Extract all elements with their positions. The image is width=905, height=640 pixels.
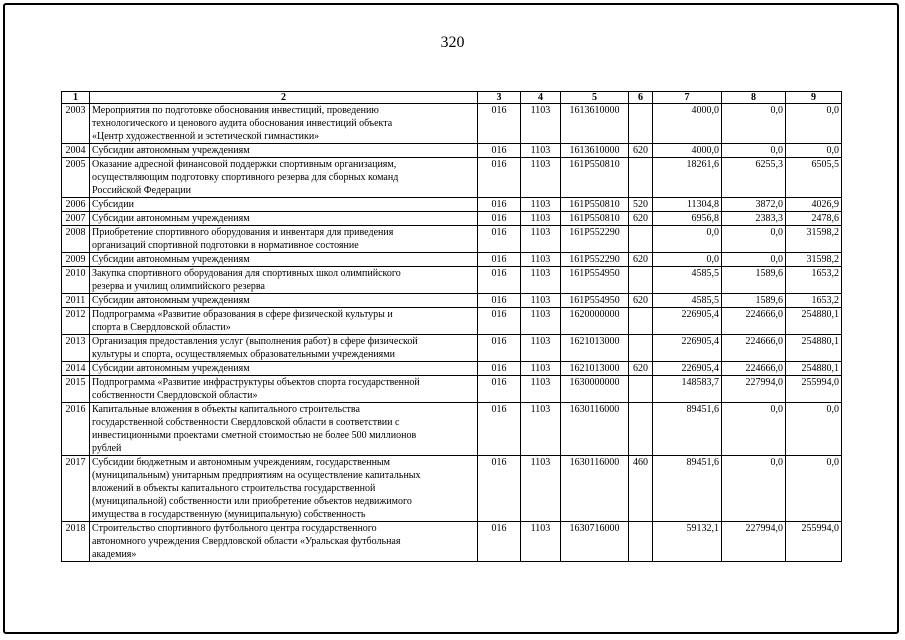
section-code: 1103 (521, 403, 561, 456)
target-article-code: 161P552290 (561, 253, 629, 267)
amount-col-7: 226905,4 (653, 362, 722, 376)
ministry-code: 016 (478, 198, 521, 212)
row-number: 2017 (62, 456, 90, 522)
amount-col-9: 31598,2 (786, 226, 842, 253)
expense-type-code (629, 376, 653, 403)
description-line: Закупка спортивного оборудования для спортивных школ олимпийского (92, 268, 401, 279)
column-header: 7 (653, 92, 722, 104)
expense-type-code: 620 (629, 294, 653, 308)
amount-col-8: 0,0 (722, 104, 786, 144)
description-line: Субсидии автономным учреждениям (92, 254, 250, 265)
amount-col-9: 255994,0 (786, 522, 842, 562)
amount-col-8: 0,0 (722, 456, 786, 522)
amount-col-8: 6255,3 (722, 158, 786, 198)
description-line: (муниципальной) собственности или приобретение объектов недвижимого (92, 496, 412, 507)
row-number: 2007 (62, 212, 90, 226)
description-line: Субсидии автономным учреждениям (92, 363, 250, 374)
expense-type-code: 520 (629, 198, 653, 212)
amount-col-7: 0,0 (653, 253, 722, 267)
expense-type-code (629, 267, 653, 294)
ministry-code: 016 (478, 308, 521, 335)
amount-col-9: 6505,5 (786, 158, 842, 198)
expense-type-code: 620 (629, 144, 653, 158)
amount-col-8: 3872,0 (722, 198, 786, 212)
table-row (62, 198, 842, 212)
row-number: 2003 (62, 104, 90, 144)
amount-col-9: 0,0 (786, 403, 842, 456)
target-article-code: 1630116000 (561, 403, 629, 456)
amount-col-7: 226905,4 (653, 308, 722, 335)
table-row (62, 376, 842, 403)
row-number: 2018 (62, 522, 90, 562)
target-article-code: 1621013000 (561, 335, 629, 362)
amount-col-9: 0,0 (786, 456, 842, 522)
amount-col-7: 59132,1 (653, 522, 722, 562)
row-description (90, 144, 478, 158)
amount-col-9: 0,0 (786, 144, 842, 158)
amount-col-8: 224666,0 (722, 362, 786, 376)
column-header: 4 (521, 92, 561, 104)
row-description (90, 522, 478, 562)
expense-type-code (629, 403, 653, 456)
row-number: 2013 (62, 335, 90, 362)
row-number: 2008 (62, 226, 90, 253)
table-row (62, 253, 842, 267)
amount-col-7: 4585,5 (653, 294, 722, 308)
table-row (62, 226, 842, 253)
section-code: 1103 (521, 308, 561, 335)
expense-type-code (629, 226, 653, 253)
description-line: академия» (92, 549, 137, 560)
amount-col-7: 18261,6 (653, 158, 722, 198)
amount-col-8: 224666,0 (722, 308, 786, 335)
row-number: 2005 (62, 158, 90, 198)
ministry-code: 016 (478, 522, 521, 562)
row-description (90, 158, 478, 198)
amount-col-9: 2478,6 (786, 212, 842, 226)
amount-col-7: 4000,0 (653, 104, 722, 144)
expense-type-code (629, 158, 653, 198)
section-code: 1103 (521, 212, 561, 226)
row-description (90, 376, 478, 403)
amount-col-7: 89451,6 (653, 403, 722, 456)
description-line: Капитальные вложения в объекты капитального строительства (92, 404, 360, 415)
ministry-code: 016 (478, 158, 521, 198)
ministry-code: 016 (478, 294, 521, 308)
description-line: Организация предоставления услуг (выполнения работ) в сфере физической (92, 336, 418, 347)
expense-type-code: 460 (629, 456, 653, 522)
target-article-code: 161P550810 (561, 212, 629, 226)
description-line: (муниципальным) унитарным предприятиям на осуществление капитальных (92, 470, 421, 481)
section-code: 1103 (521, 335, 561, 362)
ministry-code: 016 (478, 212, 521, 226)
target-article-code: 161P554950 (561, 294, 629, 308)
section-code: 1103 (521, 253, 561, 267)
expense-type-code (629, 308, 653, 335)
amount-col-7: 4000,0 (653, 144, 722, 158)
table-row (62, 456, 842, 522)
amount-col-8: 0,0 (722, 253, 786, 267)
description-line: Субсидии (92, 199, 134, 210)
expense-type-code (629, 522, 653, 562)
amount-col-8: 227994,0 (722, 376, 786, 403)
column-header: 1 (62, 92, 90, 104)
description-line: организаций спортивной подготовки в нормативное состояние (92, 240, 359, 251)
description-line: спорта в Свердловской области» (92, 322, 231, 333)
target-article-code: 1613610000 (561, 144, 629, 158)
ministry-code: 016 (478, 376, 521, 403)
amount-col-9: 255994,0 (786, 376, 842, 403)
row-description (90, 456, 478, 522)
amount-col-9: 0,0 (786, 104, 842, 144)
row-number: 2011 (62, 294, 90, 308)
description-line: Оказание адресной финансовой поддержки спортивным организациям, (92, 159, 397, 170)
amount-col-7: 0,0 (653, 226, 722, 253)
row-number: 2004 (62, 144, 90, 158)
row-number: 2006 (62, 198, 90, 212)
amount-col-7: 148583,7 (653, 376, 722, 403)
amount-col-9: 254880,1 (786, 362, 842, 376)
description-line: «Центр художественной и эстетической гимнастики» (92, 131, 320, 142)
description-line: Субсидии автономным учреждениям (92, 295, 250, 306)
page-number: 320 (440, 34, 465, 51)
ministry-code: 016 (478, 362, 521, 376)
description-line: государственной собственности Свердловской области в соответствии с (92, 417, 400, 428)
description-line: Подпрограмма «Развитие инфраструктуры объектов спорта государственной (92, 377, 420, 388)
section-code: 1103 (521, 376, 561, 403)
description-line: имущества в государственную (муниципальную) собственность (92, 509, 366, 520)
description-line: Подпрограмма «Развитие образования в сфере физической культуры и (92, 309, 393, 320)
amount-col-9: 1653,2 (786, 294, 842, 308)
section-code: 1103 (521, 267, 561, 294)
amount-col-8: 227994,0 (722, 522, 786, 562)
row-description (90, 403, 478, 456)
section-code: 1103 (521, 522, 561, 562)
amount-col-7: 6956,8 (653, 212, 722, 226)
amount-col-7: 11304,8 (653, 198, 722, 212)
description-line: рублей (92, 443, 122, 454)
row-description (90, 362, 478, 376)
amount-col-8: 2383,3 (722, 212, 786, 226)
ministry-code: 016 (478, 403, 521, 456)
table-row (62, 335, 842, 362)
target-article-code: 1613610000 (561, 104, 629, 144)
table-row (62, 212, 842, 226)
ministry-code: 016 (478, 226, 521, 253)
column-header: 6 (629, 92, 653, 104)
target-article-code: 161P554950 (561, 267, 629, 294)
target-article-code: 1630716000 (561, 522, 629, 562)
description-line: вложений в объекты капитального строительства государственной (92, 483, 376, 494)
column-header: 8 (722, 92, 786, 104)
description-line: резерва и училищ олимпийского резерва (92, 281, 265, 292)
amount-col-8: 0,0 (722, 403, 786, 456)
table-row (62, 144, 842, 158)
description-line: инвестиционными проектами сметной стоимостью не более 500 миллионов (92, 430, 417, 441)
expense-type-code: 620 (629, 362, 653, 376)
target-article-code: 1621013000 (561, 362, 629, 376)
column-header: 5 (561, 92, 629, 104)
target-article-code: 161P552290 (561, 226, 629, 253)
description-line: собственности Свердловской области» (92, 390, 258, 401)
target-article-code: 1630000000 (561, 376, 629, 403)
table-row (62, 104, 842, 144)
ministry-code: 016 (478, 253, 521, 267)
table-row (62, 158, 842, 198)
ministry-code: 016 (478, 104, 521, 144)
ministry-code: 016 (478, 335, 521, 362)
target-article-code: 1620000000 (561, 308, 629, 335)
table-row (62, 267, 842, 294)
row-description (90, 308, 478, 335)
section-code: 1103 (521, 226, 561, 253)
row-number: 2012 (62, 308, 90, 335)
row-description (90, 198, 478, 212)
amount-col-9: 1653,2 (786, 267, 842, 294)
description-line: Приобретение спортивного оборудования и инвентаря для приведения (92, 227, 394, 238)
section-code: 1103 (521, 144, 561, 158)
section-code: 1103 (521, 158, 561, 198)
target-article-code: 161P550810 (561, 158, 629, 198)
row-description (90, 104, 478, 144)
amount-col-8: 1589,6 (722, 267, 786, 294)
amount-col-9: 4026,9 (786, 198, 842, 212)
row-number: 2009 (62, 253, 90, 267)
amount-col-7: 4585,5 (653, 267, 722, 294)
section-code: 1103 (521, 104, 561, 144)
budget-table (61, 91, 842, 562)
expense-type-code (629, 335, 653, 362)
row-number: 2014 (62, 362, 90, 376)
ministry-code: 016 (478, 456, 521, 522)
section-code: 1103 (521, 362, 561, 376)
description-line: Субсидии бюджетным и автономным учреждениям, государственным (92, 457, 390, 468)
amount-col-8: 224666,0 (722, 335, 786, 362)
row-description (90, 335, 478, 362)
amount-col-8: 1589,6 (722, 294, 786, 308)
description-line: автономного учреждения Свердловской области «Уральская футбольная (92, 536, 401, 547)
description-line: осуществляющим подготовку спортивного резерва для сборных команд (92, 172, 399, 183)
row-description (90, 226, 478, 253)
description-line: Строительство спортивного футбольного центра государственного (92, 523, 377, 534)
target-article-code: 1630116000 (561, 456, 629, 522)
description-line: культуры и спорта, осуществляемых образовательными учреждениями (92, 349, 395, 360)
section-code: 1103 (521, 456, 561, 522)
description-line: Российской Федерации (92, 185, 192, 196)
ministry-code: 016 (478, 267, 521, 294)
section-code: 1103 (521, 294, 561, 308)
expense-type-code: 620 (629, 212, 653, 226)
ministry-code: 016 (478, 144, 521, 158)
column-header: 3 (478, 92, 521, 104)
row-description (90, 294, 478, 308)
description-line: Мероприятия по подготовке обоснования инвестиций, проведению (92, 105, 379, 116)
expense-type-code: 620 (629, 253, 653, 267)
expense-type-code (629, 104, 653, 144)
row-number: 2010 (62, 267, 90, 294)
amount-col-9: 31598,2 (786, 253, 842, 267)
amount-col-8: 0,0 (722, 144, 786, 158)
table-row (62, 403, 842, 456)
target-article-code: 161P550810 (561, 198, 629, 212)
table-row (62, 308, 842, 335)
row-description (90, 212, 478, 226)
amount-col-9: 254880,1 (786, 308, 842, 335)
amount-col-7: 226905,4 (653, 335, 722, 362)
description-line: Субсидии автономным учреждениям (92, 213, 250, 224)
section-code: 1103 (521, 198, 561, 212)
table-row (62, 362, 842, 376)
row-number: 2016 (62, 403, 90, 456)
amount-col-8: 0,0 (722, 226, 786, 253)
table-row (62, 522, 842, 562)
column-header: 9 (786, 92, 842, 104)
row-number: 2015 (62, 376, 90, 403)
header-row (62, 92, 842, 104)
column-header: 2 (90, 92, 478, 104)
amount-col-7: 89451,6 (653, 456, 722, 522)
description-line: Субсидии автономным учреждениям (92, 145, 250, 156)
row-description (90, 253, 478, 267)
row-description (90, 267, 478, 294)
amount-col-9: 254880,1 (786, 335, 842, 362)
description-line: технологического и ценового аудита обоснования инвестиций объекта (92, 118, 393, 129)
table-row (62, 294, 842, 308)
